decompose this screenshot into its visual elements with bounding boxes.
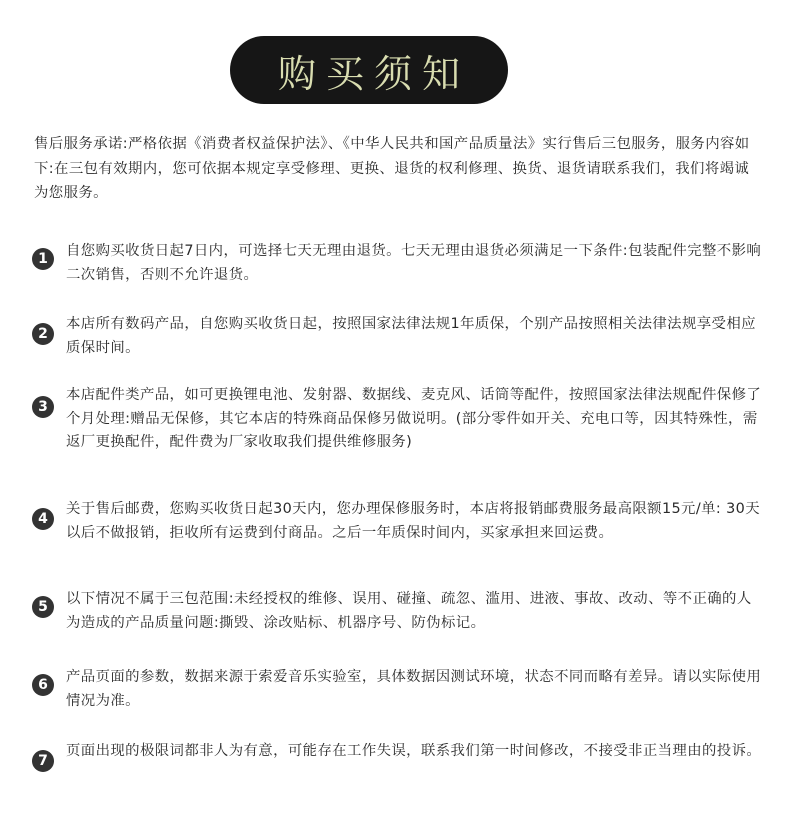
page-title: 购买须知 [277, 51, 470, 96]
title-banner [230, 36, 508, 104]
number-badge: 4 [32, 508, 54, 530]
list-item-text: 自您购买收货日起7日内，可选择七天无理由退货。七天无理由退货必须满足一下条件:包装配件完整不影响二次销售，否则不允许退货。 [66, 243, 762, 283]
number-badge: 6 [32, 674, 54, 696]
number-badge: 2 [32, 323, 54, 345]
list-item-text: 以下情况不属于三包范围:未经授权的维修、误用、碰撞、疏忽、滥用、进液、事故、改动、等不正确的人为造成的产品质量问题:撕毁、涂改贴标、机器序号、防伪标记。 [66, 591, 752, 631]
number-badge: 3 [32, 396, 54, 418]
intro-paragraph: 售后服务承诺:严格依据《消费者权益保护法》、《中华人民共和国产品质量法》实行售后三包服务，服务内容如下:在三包有效期内，您可依据本规定享受修理、更换、退货的权利修理、换货、退货请联系我们，我们将竭诚为您服务。 [34, 136, 750, 201]
list-item-text: 页面出现的极限词都非人为有意，可能存在工作失误，联系我们第一时间修改，不接受非正当理由的投诉。 [66, 743, 762, 759]
list-item-text: 产品页面的参数，数据来源于索爱音乐实验室，具体数据因测试环境，状态不同而略有差异。请以实际使用情况为准。 [66, 669, 762, 709]
number-badge: 5 [32, 596, 54, 618]
number-badge: 7 [32, 750, 54, 772]
number-badge: 1 [32, 248, 54, 270]
list-item-text: 本店所有数码产品，自您购买收货日起，按照国家法律法规1年质保，个别产品按照相关法律法规享受相应质保时间。 [66, 316, 756, 356]
list-item-text: 关于售后邮费，您购买收货日起30天内，您办理保修服务时，本店将报销邮费服务最高限额15元/单: 30天以后不做报销，拒收所有运费到付商品。之后一年质保时间内，买家承担来回运费。 [66, 501, 761, 541]
list-item-text: 本店配件类产品，如可更换锂电池、发射器、数据线、麦克风、话筒等配件，按照国家法律法规配件保修了个月处理:赠品无保修，其它本店的特殊商品保修另做说明。(部分零件如开关、充电口等，因其特殊性，需返厂更换配件，配件费为厂家收取我们提供维修服务) [66, 387, 762, 450]
